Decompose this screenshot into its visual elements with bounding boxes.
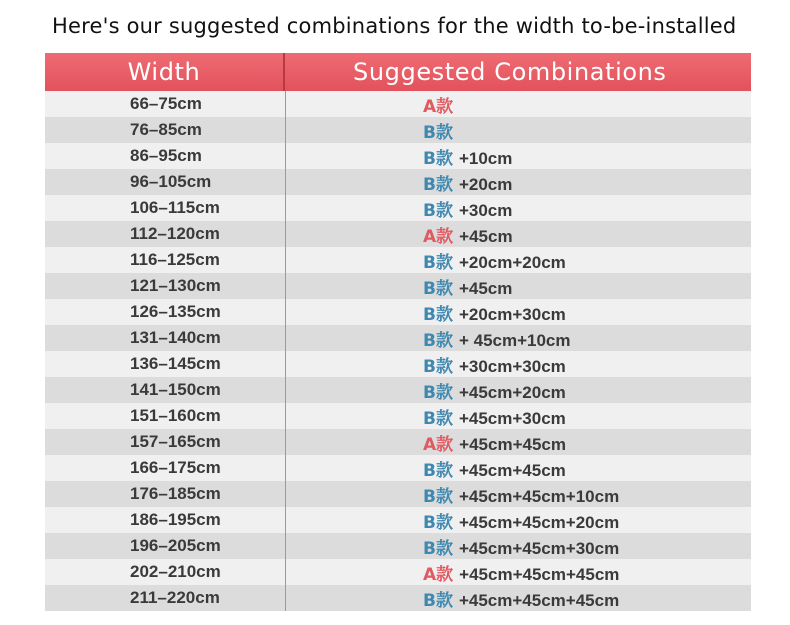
combination-cell (285, 196, 751, 221)
table-row (45, 429, 751, 455)
extension-label: +45cm+45cm+10cm (458, 486, 620, 506)
extension-label: +10cm (458, 148, 513, 168)
combination-cell (285, 248, 751, 273)
combination-cell (285, 222, 751, 247)
table-row (45, 403, 751, 429)
model-label: B款 (423, 252, 453, 273)
model-label: A款 (423, 564, 454, 585)
width-range-cell: 66–75cm (130, 94, 202, 113)
table-row (45, 481, 751, 507)
model-label: B款 (423, 590, 453, 611)
table-row (45, 221, 751, 247)
combination-cell (285, 170, 751, 195)
model-label: B款 (423, 486, 453, 507)
model-label: B款 (423, 538, 453, 559)
width-range-cell: 106–115cm (130, 198, 220, 217)
combination-cell (285, 482, 751, 507)
model-label: B款 (423, 200, 453, 221)
table-row (45, 507, 751, 533)
combination-cell (285, 560, 751, 585)
model-label: B款 (423, 174, 453, 195)
extension-label: +20cm (458, 174, 513, 194)
extension-label: +45cm+45cm (458, 460, 566, 480)
combination-table (45, 53, 751, 611)
width-range-cell: 186–195cm (130, 510, 221, 529)
width-range-cell: 196–205cm (130, 536, 221, 555)
width-range-cell: 86–95cm (130, 146, 202, 165)
table-row (45, 377, 751, 403)
combination-cell (285, 586, 751, 611)
extension-label: +45cm+45cm+20cm (458, 512, 620, 532)
width-range-cell: 211–220cm (130, 588, 220, 607)
table-row (45, 325, 751, 351)
combination-cell (285, 144, 751, 169)
extension-label: +45cm+30cm (458, 408, 566, 428)
table-row (45, 351, 751, 377)
combination-cell (285, 352, 751, 377)
extension-label: +45cm (459, 226, 513, 246)
combination-cell (285, 326, 751, 351)
model-label: B款 (423, 512, 453, 533)
combination-cell (285, 404, 751, 429)
width-range-cell: 96–105cm (130, 172, 212, 191)
table-row (45, 559, 751, 585)
combination-cell (285, 300, 751, 325)
extension-label: + 45cm+10cm (458, 330, 571, 350)
table-header (45, 53, 751, 91)
extension-label: +45cm (458, 278, 513, 298)
table-row (45, 533, 751, 559)
table-row (45, 247, 751, 273)
combinations-column-header: Suggested Combinations (353, 58, 667, 86)
extension-label: +45cm+20cm (458, 382, 566, 402)
extension-label: +20cm+20cm (458, 252, 566, 272)
extension-label: +45cm+45cm (459, 434, 566, 454)
width-range-cell: 126–135cm (130, 302, 221, 321)
model-label: B款 (423, 330, 453, 351)
table-row (45, 169, 751, 195)
combination-cell (285, 378, 751, 403)
model-label: B款 (423, 382, 453, 403)
table-row (45, 455, 751, 481)
model-label: A款 (423, 434, 454, 455)
table-row (45, 117, 751, 143)
model-label: A款 (423, 96, 454, 117)
width-range-cell: 136–145cm (130, 354, 221, 373)
extension-label: +30cm+30cm (458, 356, 566, 376)
combination-cell (285, 456, 751, 481)
width-range-cell: 116–125cm (130, 250, 220, 269)
model-label: B款 (423, 122, 453, 143)
model-label: A款 (423, 226, 454, 247)
model-label: B款 (423, 460, 453, 481)
extension-label: +45cm+45cm+30cm (458, 538, 620, 558)
extension-label: +20cm+30cm (458, 304, 566, 324)
extension-label: +45cm+45cm+45cm (459, 564, 620, 584)
table-body (45, 91, 751, 611)
width-range-cell: 131–140cm (130, 328, 221, 347)
width-range-cell: 76–85cm (130, 120, 202, 139)
width-range-cell: 121–130cm (130, 276, 221, 295)
combination-cell (285, 274, 751, 299)
combination-cell (285, 118, 751, 143)
table-row (45, 585, 751, 611)
width-range-cell: 176–185cm (130, 484, 221, 503)
table-row (45, 143, 751, 169)
width-range-cell: 202–210cm (130, 562, 221, 581)
model-label: B款 (423, 408, 453, 429)
table-row (45, 195, 751, 221)
model-label: B款 (423, 278, 453, 299)
combination-cell (285, 92, 751, 117)
model-label: B款 (423, 356, 453, 377)
extension-label: +30cm (458, 200, 513, 220)
width-range-cell: 151–160cm (130, 406, 221, 425)
table-row (45, 273, 751, 299)
combination-cell (285, 534, 751, 559)
extension-label: +45cm+45cm+45cm (458, 590, 620, 610)
width-range-cell: 157–165cm (130, 432, 221, 451)
table-row (45, 299, 751, 325)
model-label: B款 (423, 148, 453, 169)
width-column-header: Width (45, 53, 285, 91)
combination-cell (285, 430, 751, 455)
width-range-cell: 166–175cm (130, 458, 221, 477)
table-row (45, 91, 751, 117)
width-range-cell: 112–120cm (130, 224, 220, 243)
model-label: B款 (423, 304, 453, 325)
combination-cell (285, 508, 751, 533)
width-range-cell: 141–150cm (130, 380, 221, 399)
page-title: Here's our suggested combinations for the width to-be-installed (52, 14, 737, 38)
